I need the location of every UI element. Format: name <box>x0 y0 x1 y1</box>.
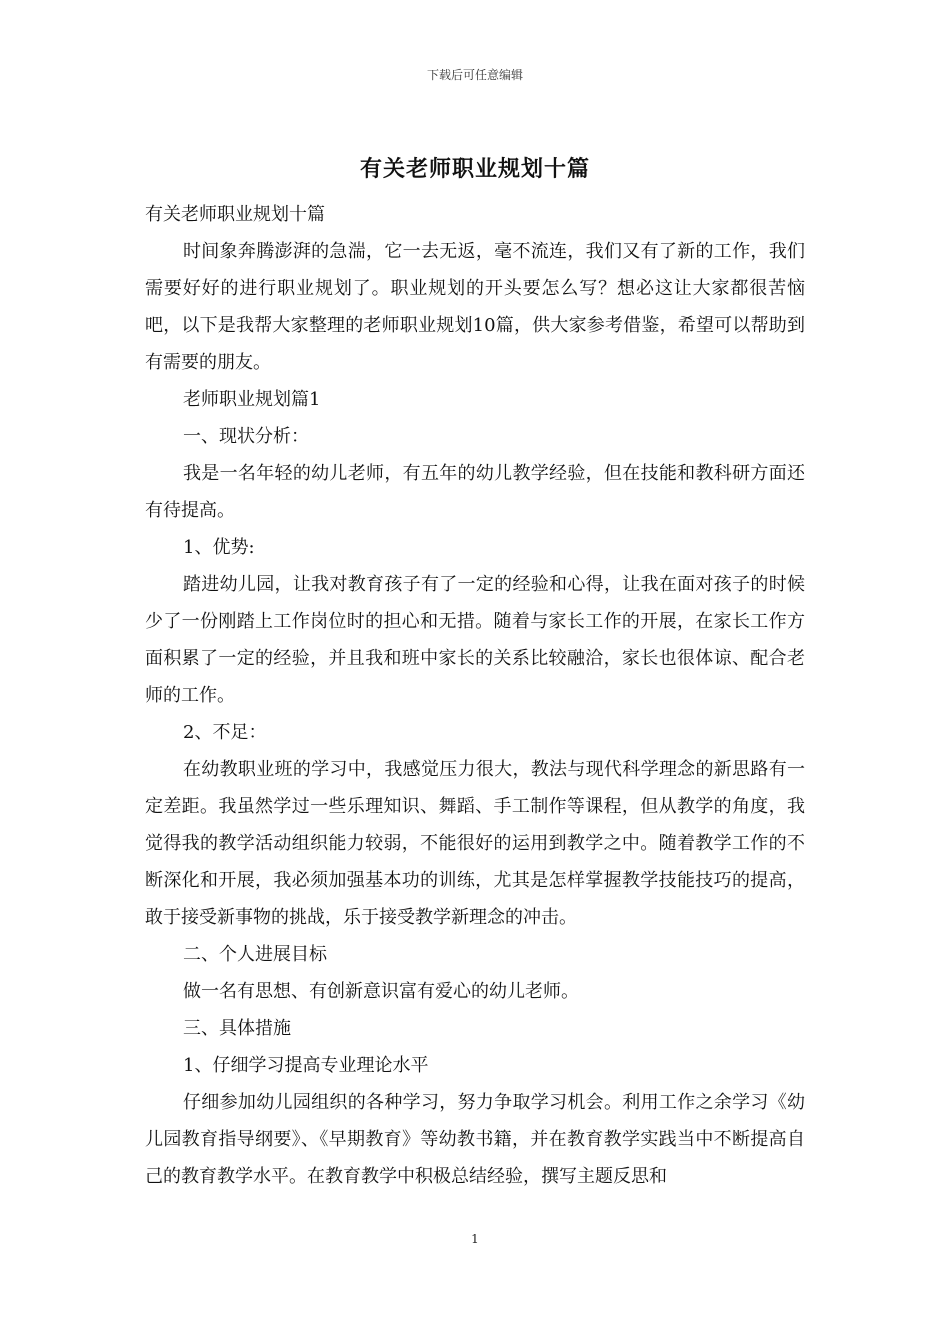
paragraph-subtitle: 有关老师职业规划十篇 <box>145 204 325 225</box>
subheading-study: 1、仔细学习提高专业理论水平 <box>183 1055 429 1076</box>
document-body <box>145 196 805 1195</box>
paragraph-advantages: 踏进幼儿园，让我对教育孩子有了一定的经验和心得，让我在面对孩子的时候少了一份刚踏上工作岗位时的担心和无措。随着与家长工作的开展，在家长工作方面积累了一定的经验，并且我和班中家长的关系比较融洽，家长也很体谅、配合老师的工作。 <box>145 574 805 706</box>
page-number: 1 <box>471 1232 479 1246</box>
paragraph-shortcomings: 在幼教职业班的学习中，我感觉压力很大，教法与现代科学理念的新思路有一定差距。我虽然学过一些乐理知识、舞蹈、手工制作等课程，但从教学的角度，我觉得我的教学活动组织能力较弱，不能很好的运用到教学之中。随着教学工作的不断深化和开展，我必须加强基本功的训练，尤其是怎样掌握教学技能技巧的提高，敢于接受新事物的挑战，乐于接受教学新理念的冲击。 <box>145 759 805 928</box>
paragraph-study: 仔细参加幼儿园组织的各种学习，努力争取学习机会。利用工作之余学习《幼儿园教育指导纲要》、《早期教育》等幼教书籍，并在教育教学实践当中不断提高自己的教育教学水平。在教育教学中积极总结经验，撰写主题反思和 <box>145 1092 805 1187</box>
subheading-shortcomings: 2、不足： <box>183 722 267 743</box>
document-title: 有关老师职业规划十篇 <box>359 156 590 182</box>
paragraph-intro: 时间象奔腾澎湃的急湍，它一去无返，毫不流连，我们又有了新的工作，我们需要好好的进行职业规划了。职业规划的开头要怎么写？想必这让大家都很苦恼吧，以下是我帮大家整理的老师职业规划10篇，供大家参考借鉴，希望可以帮助到有需要的朋友。 <box>145 241 805 373</box>
section-heading-goals: 二、个人进展目标 <box>183 944 327 965</box>
paragraph-status: 我是一名年轻的幼儿老师，有五年的幼儿教学经验，但在技能和教科研方面还有待提高。 <box>145 463 805 521</box>
subheading-advantages: 1、优势: <box>183 537 255 558</box>
header-note: 下载后可任意编辑 <box>426 68 523 82</box>
section-heading-status: 一、现状分析： <box>183 426 309 447</box>
section-heading-measures: 三、具体措施 <box>183 1018 291 1039</box>
section-heading-plan-1: 老师职业规划篇1 <box>183 389 321 410</box>
paragraph-goals: 做一名有思想、有创新意识富有爱心的幼儿老师。 <box>183 981 579 1002</box>
